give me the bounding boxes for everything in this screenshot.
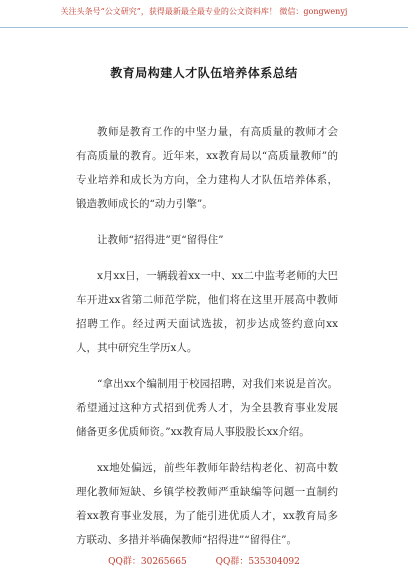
section-heading: 让教师“招得进”更“留得住”	[97, 234, 224, 246]
footer-qq-group-2: QQ群：535304092	[215, 557, 300, 567]
paragraph-intro: 教师是教育工作的中坚力量，有高质量的教师才会有高质量的教育。近年来，xx教育局以“高质量教师”的专业培养和成长为方向，全力建构人才队伍培养体系，锻造教师成长的“动力引擎”。	[76, 126, 338, 210]
page-footer	[0, 554, 408, 567]
page-header-banner: 关注头条号“公文研究”，获得最新最全最专业的公文资料库！ 微信：gongwenyj	[60, 7, 348, 16]
paragraph-recruitment: x月xx日，一辆载着xx一中、xx二中监考老师的大巴车开进xx省第二师范学院，他们将在这里开展高中教师招聘工作。经过两天面试选拔，初步达成签约意向xx人，其中研究生学历x人。	[76, 270, 338, 354]
document-title: 教育局构建人才队伍培养体系总结	[110, 66, 298, 80]
footer-qq-group-1: QQ群：30265665	[108, 557, 187, 567]
paragraph-quote: “拿出xx个编制用于校园招聘，对我们来说是首次。希望通过这种方式招到优秀人才，为全县教育事业发展储备更多优质师资。”xx教育局人事股股长xx介绍。	[76, 378, 338, 438]
header-divider	[0, 27, 408, 28]
document-body	[76, 120, 338, 564]
paragraph-background: xx地处偏远，前些年教师年龄结构老化、初高中数理化教师短缺、乡镇学校教师严重缺编等问题一直制约着xx教育事业发展，为了能引进优质人才，xx教育局多方联动、多措并举确保教师“招得进”“留得住”。	[76, 462, 338, 546]
